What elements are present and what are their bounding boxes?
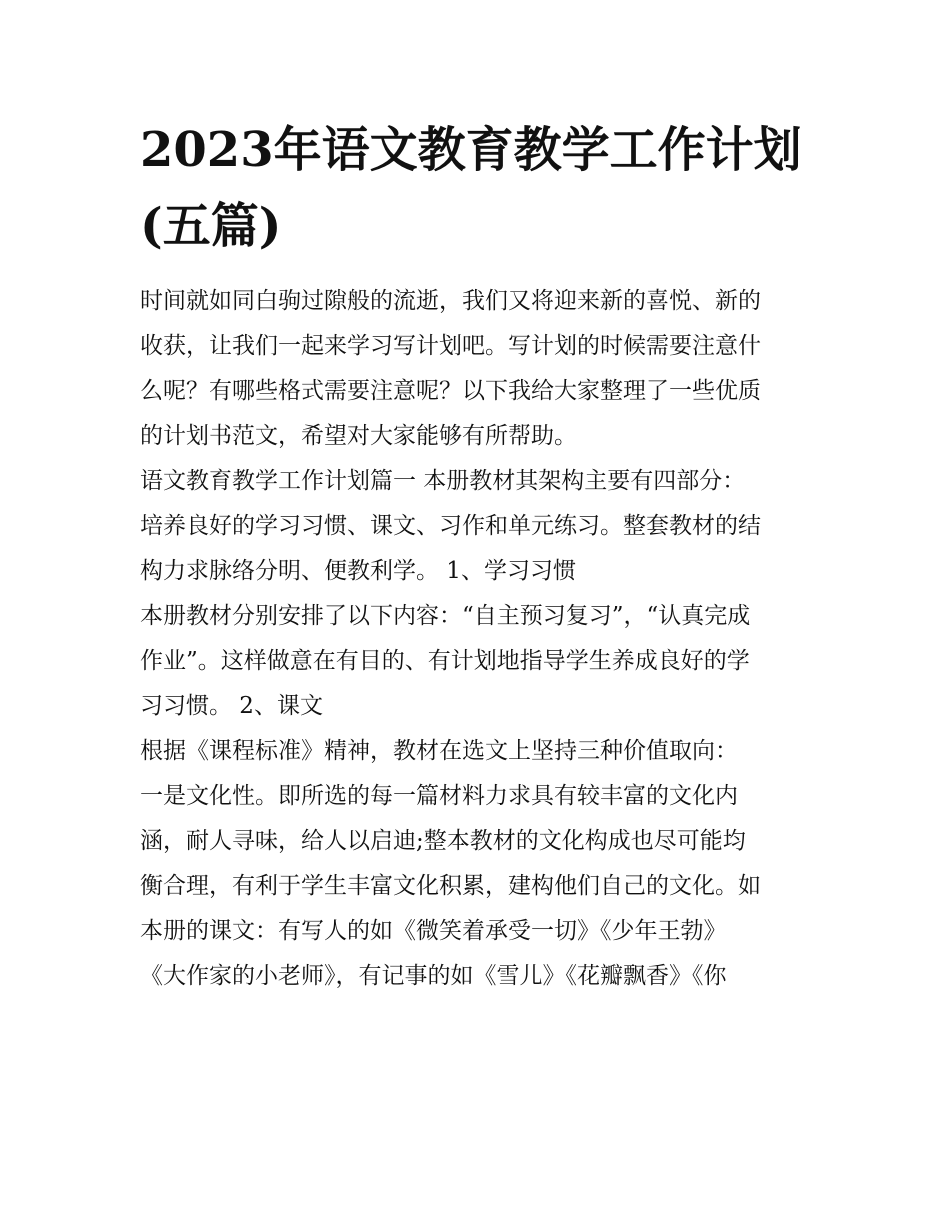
body-line: 涵，耐人寻味，给人以启迪;整本教材的文化构成也尽可能均 <box>140 828 746 854</box>
body-line: 一是文化性。即所选的每一篇材料力求具有较丰富的文化内 <box>140 783 738 809</box>
body-line: 收获，让我们一起来学习写计划吧。写计划的时候需要注意什 <box>140 333 761 359</box>
body-line: 衡合理，有利于学生丰富文化积累，建构他们自己的文化。如 <box>140 873 761 899</box>
body-line: 语文教育教学工作计划篇一 本册教材其架构主要有四部分： <box>140 468 746 494</box>
body-line: 培养良好的学习习惯、课文、习作和单元练习。整套教材的结 <box>140 513 761 539</box>
body-line: 本册的课文：有写人的如《微笑着承受一切》《少年王勃》 <box>140 918 727 944</box>
document-title <box>140 112 830 264</box>
body-line: 构力求脉络分明、便教利学。 1、学习习惯 <box>140 558 576 584</box>
body-line: 么呢？有哪些格式需要注意呢？以下我给大家整理了一些优质 <box>140 378 761 404</box>
body-line: 作业”。这样做意在有目的、有计划地指导学生养成良好的学 <box>140 648 750 674</box>
body-line: 的计划书范文，希望对大家能够有所帮助。 <box>140 423 577 449</box>
document-body <box>140 279 830 999</box>
body-line: 习习惯。 2、课文 <box>140 693 323 719</box>
body-line: 根据《课程标准》精神，教材在选文上坚持三种价值取向： <box>140 738 738 764</box>
title-line: 2023年语文教育教学工作计划 <box>140 122 802 178</box>
title-line: (五篇) <box>140 198 282 254</box>
body-line: 时间就如同白驹过隙般的流逝，我们又将迎来新的喜悦、新的 <box>140 288 761 314</box>
body-line: 《大作家的小老师》，有记事的如《雪儿》《花瓣飘香》《你 <box>140 963 727 989</box>
body-line: 本册教材分别安排了以下内容：“自主预习复习”，“认真完成 <box>140 603 751 629</box>
